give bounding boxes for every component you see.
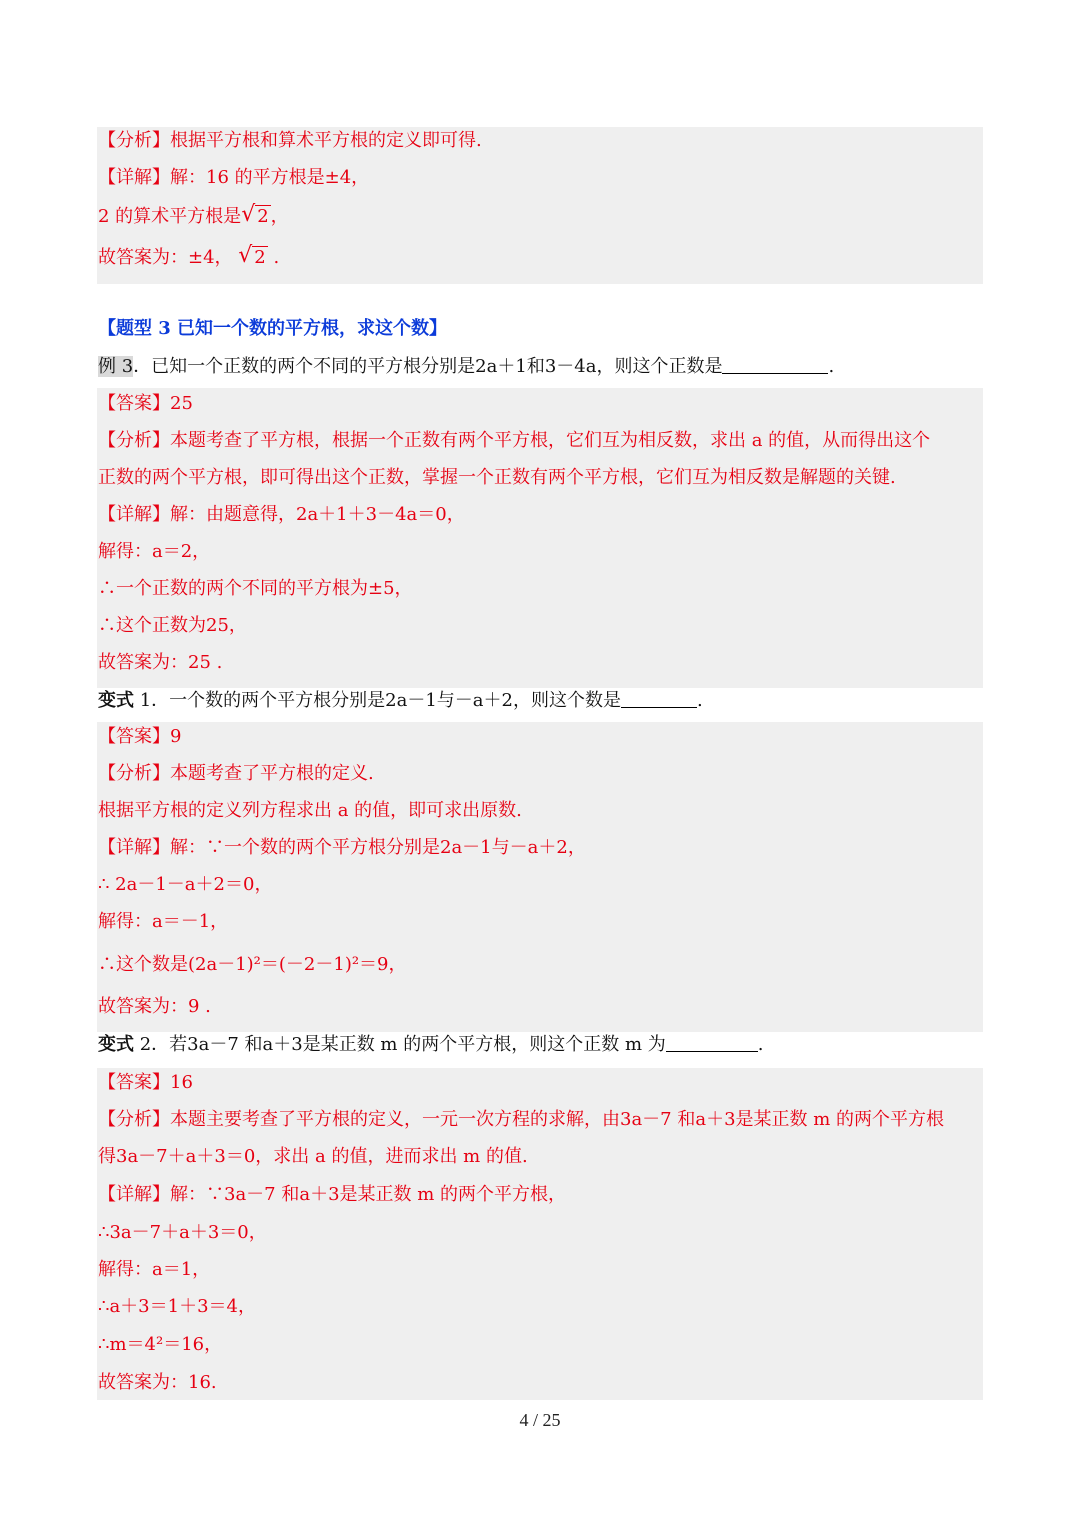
detail-line: 解得：a＝1， xyxy=(98,1259,211,1280)
detail-line: 【详解】解：16 的平方根是±4， xyxy=(98,167,370,188)
analysis-line: 根据平方根的定义列方程求出 a 的值，即可求出原数. xyxy=(98,800,522,821)
text-span: 2 的算术平方根是 xyxy=(98,206,242,227)
variant-tag: 变式 xyxy=(98,1034,134,1055)
answer-blank xyxy=(621,687,697,708)
detail-line: 解得：a＝－1， xyxy=(98,911,229,932)
detail-line: ∴这个正数为25， xyxy=(98,615,247,636)
question-text: 2．若3a－7 和a＋3是某正数 m 的两个平方根，则这个正数 m 为 xyxy=(134,1034,666,1055)
detail-line: ∴a＋3＝1＋3＝4， xyxy=(98,1296,256,1317)
detail-line: ∴一个正数的两个不同的平方根为±5， xyxy=(98,578,413,599)
section-heading: 【题型 3 已知一个数的平方根，求这个数】 xyxy=(98,318,448,339)
question-line: 例 3．已知一个正数的两个不同的平方根分别是2a＋1和3－4a，则这个正数是 . xyxy=(98,352,834,382)
analysis-line: 【分析】本题考查了平方根，根据一个正数有两个平方根，它们互为相反数，求出 a 的值，从而得出这个 xyxy=(98,430,931,451)
detail-line: 【详解】解：∵一个数的两个平方根分别是2a－1与－a＋2， xyxy=(98,837,586,858)
detail-line: ∴这个数是(2a－1)²＝(－2－1)²＝9， xyxy=(98,954,407,975)
question-line: 变式 1．一个数的两个平方根分别是2a－1与－a＋2，则这个数是 . xyxy=(98,686,703,716)
example-tag: 例 3 xyxy=(98,356,134,377)
answer-line: 【答案】16 xyxy=(98,1072,193,1093)
analysis-line: 【分析】根据平方根和算术平方根的定义即可得. xyxy=(98,130,482,151)
text-span: ， xyxy=(270,206,289,227)
detail-line: ∴ 2a－1－a＋2＝0， xyxy=(98,874,273,895)
text-span: . xyxy=(273,247,280,268)
analysis-line: 得3a－7＋a＋3＝0，求出 a 的值，进而求出 m 的值. xyxy=(98,1146,528,1167)
detail-line: 解得：a＝2， xyxy=(98,541,211,562)
question-text: 1．一个数的两个平方根分别是2a－1与－a＋2，则这个数是 xyxy=(134,690,621,711)
sqrt-argument: 2 xyxy=(257,206,269,227)
question-text: ．已知一个正数的两个不同的平方根分别是2a＋1和3－4a，则这个正数是 xyxy=(133,356,723,377)
answer-line: 【答案】25 xyxy=(98,393,193,414)
answer-blank xyxy=(666,1031,758,1052)
final-answer-line: 故答案为：9 . xyxy=(98,996,211,1017)
analysis-line: 【分析】本题主要考查了平方根的定义，一元一次方程的求解，由3a－7 和a＋3是某正数 m 的两个平方根 xyxy=(98,1109,945,1130)
answer-blank xyxy=(722,353,828,374)
text-span: 故答案为：±4， xyxy=(98,247,233,268)
final-answer-line: 故答案为：25 . xyxy=(98,652,223,673)
sqrt-argument: 2 xyxy=(254,247,266,268)
detail-line: 【详解】解：由题意得，2a＋1＋3－4a＝0， xyxy=(98,504,465,525)
detail-line: ∴3a－7＋a＋3＝0， xyxy=(98,1222,267,1243)
analysis-line: 正数的两个平方根，即可得出这个正数，掌握一个正数有两个平方根，它们互为相反数是解题的关键. xyxy=(98,467,896,488)
sqrt-expression: √ 2 xyxy=(241,202,269,227)
final-answer-line: 故答案为：16. xyxy=(98,1372,217,1393)
analysis-line: 【分析】本题考查了平方根的定义. xyxy=(98,763,374,784)
question-line: 变式 2．若3a－7 和a＋3是某正数 m 的两个平方根，则这个正数 m 为 . xyxy=(98,1030,763,1060)
final-answer-line xyxy=(98,243,279,273)
sqrt-expression: √ 2 xyxy=(238,243,266,268)
detail-line: ∴m＝4²＝16， xyxy=(98,1334,223,1355)
detail-line: 【详解】解：∵3a－7 和a＋3是某正数 m 的两个平方根， xyxy=(98,1184,567,1205)
page-number: 4 / 25 xyxy=(519,1410,561,1430)
detail-line xyxy=(98,202,289,232)
answer-line: 【答案】9 xyxy=(98,726,182,747)
variant-tag: 变式 xyxy=(98,690,134,711)
